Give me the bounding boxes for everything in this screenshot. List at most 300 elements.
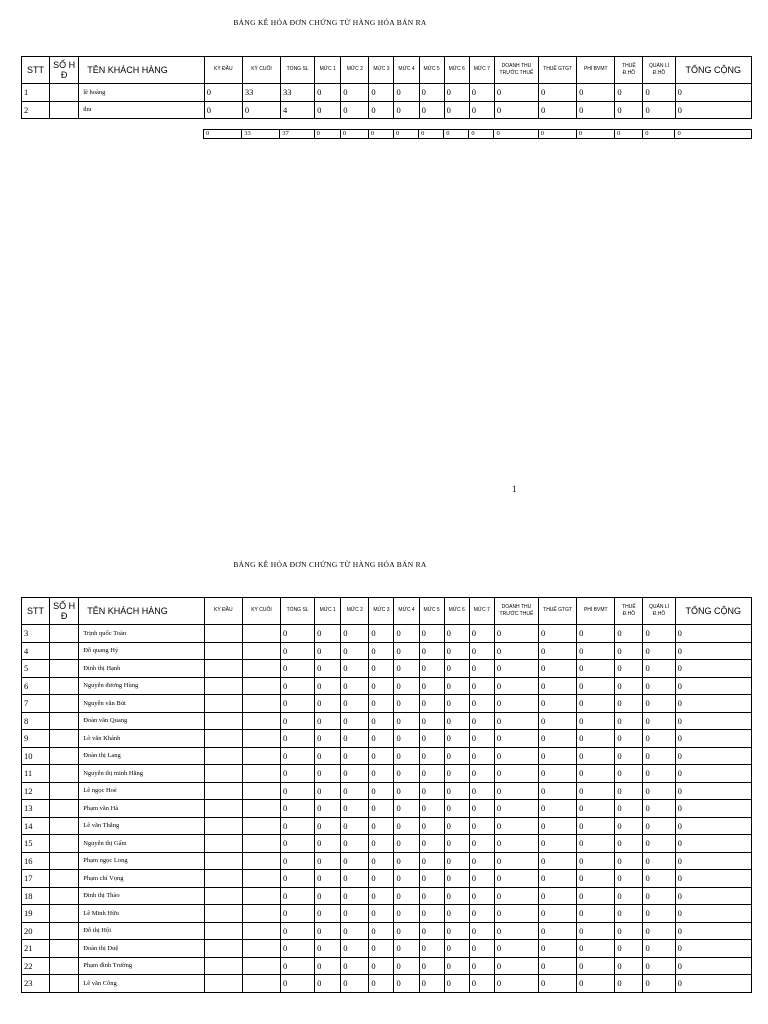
table-body [22,84,752,119]
table-cell: 0 [419,695,444,713]
table-cell [204,677,242,695]
table-cell: 0 [469,660,494,678]
table-cell: 0 [539,712,577,730]
column-header: MỨC 2 [341,57,369,84]
table-cell: 0 [444,940,469,958]
table-cell: 0 [341,975,369,993]
table-cell: 0 [419,870,444,888]
table-cell: 0 [643,782,675,800]
table-cell: 0 [494,975,538,993]
table-cell: 16 [22,852,50,870]
table-cell: 0 [341,852,369,870]
table-cell [242,660,280,678]
table-row [22,625,752,643]
column-header: PHÍ BVMT [577,57,615,84]
table-cell [242,765,280,783]
customer-name-cell: Đinh thị Thảo [79,887,205,905]
table-cell: 0 [539,887,577,905]
column-header: STT [22,57,50,84]
table-cell [50,765,79,783]
table-cell: 0 [469,695,494,713]
total-cell: 0 [314,130,340,139]
table-cell: 0 [369,730,394,748]
table-cell: 0 [315,905,341,923]
column-header: MỨC 3 [369,57,394,84]
table-cell: 0 [394,782,419,800]
table-cell: 0 [675,957,751,975]
table-cell: 0 [494,835,538,853]
table-cell: 0 [419,957,444,975]
table-cell: 0 [577,887,615,905]
column-header: KỲ CUỐI [242,598,280,625]
table-cell: 0 [419,800,444,818]
table-cell: 0 [494,84,538,102]
table-cell [50,730,79,748]
customer-name-cell: Lê văn Thắng [79,817,205,835]
table-cell: 0 [494,642,538,660]
column-header: THUẾ Đ.HỒ [615,57,643,84]
table-cell: 0 [394,625,419,643]
table-cell: 22 [22,957,50,975]
table-cell: 0 [419,712,444,730]
table-cell: 0 [315,957,341,975]
table-cell: 0 [577,677,615,695]
table-row [22,660,752,678]
table-cell: 19 [22,905,50,923]
table-cell [204,730,242,748]
table-cell: 0 [394,677,419,695]
table-cell: 0 [394,957,419,975]
column-header: QUẢN LÍ Đ.HỒ [643,598,675,625]
column-header: SỐ H Đ [50,57,79,84]
table-cell: 0 [444,957,469,975]
table-cell: 0 [577,817,615,835]
table-cell: 2 [22,101,50,119]
table-cell: 0 [281,660,315,678]
invoice-table-page-2 [21,597,752,993]
table-cell [50,922,79,940]
table-cell: 0 [315,817,341,835]
table-cell: 33 [242,84,280,102]
table-cell: 3 [22,625,50,643]
table-row [22,800,752,818]
table-cell: 0 [643,765,675,783]
table-cell: 0 [341,101,369,119]
table-cell: 0 [315,800,341,818]
table-cell: 4 [22,642,50,660]
total-cell: 0 [576,130,614,139]
total-cell: 33 [242,130,280,139]
table-cell: 0 [444,660,469,678]
table-cell: 0 [444,975,469,993]
table-cell [204,695,242,713]
table-cell: 0 [369,887,394,905]
table-cell: 0 [643,660,675,678]
table-cell [50,817,79,835]
total-cell: 0 [393,130,418,139]
table-cell: 0 [469,677,494,695]
column-header: TỔNG CỘNG [675,57,751,84]
table-cell: 0 [394,101,419,119]
table-cell [204,817,242,835]
customer-name-cell: Lê Minh Hữu [79,905,205,923]
table-cell: 0 [315,922,341,940]
table-cell [242,782,280,800]
table-cell: 0 [315,747,341,765]
table-cell: 14 [22,817,50,835]
total-cell: 0 [494,130,538,139]
total-cell: 0 [368,130,393,139]
table-cell: 0 [341,730,369,748]
table-cell [204,625,242,643]
column-header: MỨC 7 [469,57,494,84]
table-cell: 5 [22,660,50,678]
table-cell: 0 [577,852,615,870]
customer-name-cell: Lê văn Công [79,975,205,993]
table-cell: 0 [643,101,675,119]
table-cell: 0 [615,940,643,958]
table-cell: 0 [315,625,341,643]
table-cell: 0 [444,852,469,870]
table-row [22,940,752,958]
table-cell: 0 [394,817,419,835]
table-cell: 0 [675,765,751,783]
page-title: BẢNG KÊ HÓA ĐƠN CHỨNG TỪ HÀNG HÓA BÁN RA [233,18,427,27]
table-cell: 0 [615,852,643,870]
table-cell: 0 [577,625,615,643]
table-cell: 0 [469,84,494,102]
total-cell: 0 [538,130,576,139]
table-cell: 0 [675,782,751,800]
table-cell: 0 [281,677,315,695]
table-cell: 0 [577,940,615,958]
column-header: DOANH THU TRƯỚC THUẾ [494,598,538,625]
table-cell: 0 [281,765,315,783]
table-cell [242,975,280,993]
table-cell [50,870,79,888]
table-cell: 33 [281,84,315,102]
table-cell [204,975,242,993]
table-cell: 0 [494,852,538,870]
table-cell: 0 [341,712,369,730]
table-cell [50,940,79,958]
total-cell: 0 [204,130,242,139]
table-cell: 0 [394,870,419,888]
total-cell: 0 [643,130,675,139]
table-cell: 0 [539,940,577,958]
customer-name-cell: Nguyễn thị Gấm [79,835,205,853]
table-cell: 0 [444,817,469,835]
table-cell: 0 [539,101,577,119]
table-cell: 0 [394,747,419,765]
table-cell [242,922,280,940]
column-header: MỨC 6 [444,598,469,625]
table-cell: 0 [615,870,643,888]
table-cell: 0 [394,940,419,958]
table-cell: 0 [394,800,419,818]
table-cell: 0 [444,870,469,888]
table-cell: 0 [394,765,419,783]
table-cell: 0 [469,747,494,765]
table-cell [50,747,79,765]
table-cell: 0 [281,940,315,958]
table-cell: 0 [539,852,577,870]
table-cell: 0 [369,677,394,695]
table-cell: 12 [22,782,50,800]
table-cell: 0 [444,730,469,748]
column-header: SỐ H Đ [50,598,79,625]
table-row [22,712,752,730]
table-cell: 0 [615,957,643,975]
table-cell: 4 [281,101,315,119]
table-cell: 0 [369,765,394,783]
table-cell: 0 [539,625,577,643]
table-cell: 0 [643,835,675,853]
customer-name-cell: thu [79,101,205,119]
column-header: MỨC 5 [419,57,444,84]
column-header: TỔNG CỘNG [675,598,751,625]
table-cell [50,835,79,853]
table-cell: 0 [469,887,494,905]
table-body [22,625,752,993]
table-cell: 0 [469,835,494,853]
table-cell [242,940,280,958]
table-cell: 0 [369,642,394,660]
column-header: THUẾ GTGT [539,57,577,84]
table-cell: 0 [281,870,315,888]
column-header: DOANH THU TRƯỚC THUẾ [494,57,538,84]
table-cell: 0 [577,800,615,818]
table-cell: 0 [494,677,538,695]
table-cell: 0 [315,84,341,102]
table-cell [204,957,242,975]
table-cell: 0 [369,747,394,765]
table-cell: 18 [22,887,50,905]
column-header: MỨC 7 [469,598,494,625]
table-cell: 0 [341,695,369,713]
table-cell: 0 [539,957,577,975]
table-cell: 0 [615,747,643,765]
table-cell: 0 [315,765,341,783]
table-cell: 0 [394,835,419,853]
customer-name-cell: Lê ngọc Hoè [79,782,205,800]
table-cell: 0 [643,870,675,888]
table-cell [242,800,280,818]
table-cell: 0 [675,835,751,853]
customer-name-cell: Nguyễn thị minh Hằng [79,765,205,783]
table-cell: 0 [539,905,577,923]
table-cell: 0 [469,625,494,643]
table-row [22,101,752,119]
table-cell: 0 [315,887,341,905]
table-cell [204,712,242,730]
table-cell: 0 [675,800,751,818]
table-cell: 0 [419,677,444,695]
customer-name-cell: Nguyễn văn Bút [79,695,205,713]
table-cell: 0 [281,625,315,643]
table-cell: 0 [394,852,419,870]
table-cell: 0 [577,712,615,730]
table-cell [242,957,280,975]
customer-name-cell: Trịnh quốc Toàn [79,625,205,643]
table-cell: 0 [419,84,444,102]
table-cell: 0 [675,642,751,660]
table-cell: 0 [469,712,494,730]
table-cell: 0 [615,782,643,800]
total-cell: 0 [615,130,643,139]
table-cell: 0 [281,835,315,853]
table-cell: 0 [341,887,369,905]
table-cell: 0 [341,905,369,923]
table-cell: 0 [281,905,315,923]
table-cell: 0 [577,922,615,940]
table-cell: 0 [643,852,675,870]
table-cell: 0 [341,677,369,695]
table-cell: 0 [419,730,444,748]
table-cell: 0 [494,957,538,975]
table-cell: 0 [675,660,751,678]
table-cell: 0 [577,84,615,102]
table-cell [204,782,242,800]
column-header: KỲ ĐẦU [204,57,242,84]
table-cell: 0 [419,905,444,923]
table-cell: 0 [315,940,341,958]
total-cell: 0 [444,130,469,139]
table-cell: 0 [369,695,394,713]
table-cell: 0 [469,800,494,818]
table-cell: 0 [341,870,369,888]
invoice-table-page-1 [21,56,752,119]
table-cell: 10 [22,747,50,765]
table-row [22,695,752,713]
table-cell: 0 [444,712,469,730]
customer-name-cell: Đoàn văn Quang [79,712,205,730]
table-cell: 0 [675,625,751,643]
table-cell: 0 [539,660,577,678]
table-cell: 0 [341,747,369,765]
table-cell: 0 [494,800,538,818]
table-cell [204,800,242,818]
table-cell: 21 [22,940,50,958]
table-cell: 0 [369,660,394,678]
table-cell: 0 [419,817,444,835]
table-cell [50,625,79,643]
table-cell: 0 [494,747,538,765]
table-cell: 0 [394,84,419,102]
table-row [22,747,752,765]
table-cell: 0 [615,905,643,923]
table-cell: 0 [444,922,469,940]
table-cell: 0 [419,747,444,765]
table-cell [242,817,280,835]
table-cell: 0 [643,887,675,905]
column-header: TÊN KHÁCH HÀNG [79,598,205,625]
table-cell [204,835,242,853]
table-cell: 0 [315,852,341,870]
page-number: 1 [512,484,517,494]
table-cell: 0 [315,677,341,695]
column-header: QUẢN LÍ Đ.HỒ [643,57,675,84]
table-cell: 0 [419,101,444,119]
table-cell: 0 [369,905,394,923]
table-cell: 0 [643,642,675,660]
table-cell: 0 [315,730,341,748]
table-cell [50,84,79,102]
table-cell: 0 [539,695,577,713]
table-cell: 0 [615,660,643,678]
table-cell [242,905,280,923]
table-cell: 0 [315,870,341,888]
table-cell: 0 [394,887,419,905]
table-cell: 0 [469,852,494,870]
table-cell: 1 [22,84,50,102]
table-cell: 0 [281,712,315,730]
total-cell: 0 [340,130,368,139]
table-cell: 0 [539,677,577,695]
table-cell [204,642,242,660]
table-cell: 0 [675,975,751,993]
customer-name-cell: Nguyễn đương Hùng [79,677,205,695]
table-cell [50,782,79,800]
table-cell: 0 [281,782,315,800]
column-header: MỨC 4 [394,57,419,84]
table-cell: 0 [281,975,315,993]
column-header: PHÍ BVMT [577,598,615,625]
table-cell: 0 [615,765,643,783]
table-cell: 0 [615,800,643,818]
table-cell: 0 [419,660,444,678]
table-cell: 0 [469,730,494,748]
table-row [22,870,752,888]
total-cell: 0 [675,130,752,139]
table-cell: 20 [22,922,50,940]
table-header [22,598,752,625]
table-cell: 0 [341,84,369,102]
table-cell: 0 [394,975,419,993]
table-cell: 0 [419,887,444,905]
table-cell [204,887,242,905]
table-cell: 17 [22,870,50,888]
table-cell: 0 [444,887,469,905]
table-cell: 0 [615,835,643,853]
table-cell: 0 [675,747,751,765]
customer-name-cell: Đỗ thị Hội [79,922,205,940]
table-cell: 0 [675,712,751,730]
table-cell: 0 [494,625,538,643]
table-cell: 0 [539,782,577,800]
table-cell: 0 [444,84,469,102]
table-cell [50,677,79,695]
table-cell: 0 [369,800,394,818]
customer-name-cell: Đoàn thị Duệ [79,940,205,958]
table-cell: 0 [369,922,394,940]
column-header: MỨC 3 [369,598,394,625]
table-cell: 0 [615,84,643,102]
table-cell: 0 [494,782,538,800]
table-cell [50,975,79,993]
table-row [22,922,752,940]
table-cell: 0 [341,660,369,678]
table-cell: 0 [494,817,538,835]
table-cell: 0 [675,940,751,958]
total-cell: 0 [419,130,444,139]
customer-name-cell: Đoàn thị Lang [79,747,205,765]
table-row [22,817,752,835]
table-cell: 0 [444,625,469,643]
table-cell [204,922,242,940]
table-cell: 0 [469,957,494,975]
table-cell: 0 [615,712,643,730]
